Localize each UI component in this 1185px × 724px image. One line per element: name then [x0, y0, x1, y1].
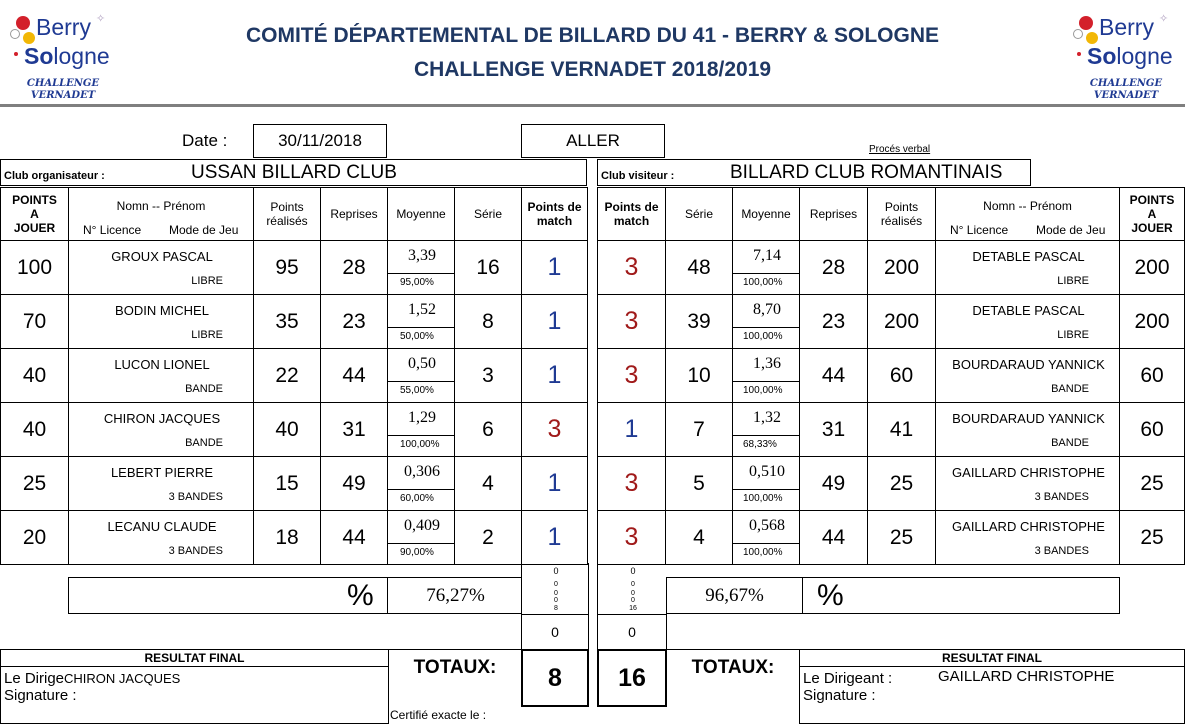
player-cell: [68, 240, 254, 295]
percent-value: 95,00%: [400, 277, 434, 288]
player-name: GROUX PASCAL: [111, 249, 213, 264]
reprises-cell: 28: [799, 240, 868, 295]
col-moyenne: Moyenne: [387, 187, 455, 241]
serie-cell: 39: [665, 294, 733, 349]
points-a-jouer-cell: 25: [0, 456, 69, 511]
points-realises-cell: 35: [253, 294, 321, 349]
points-realises-cell: 95: [253, 240, 321, 295]
serie-cell: 5: [665, 456, 733, 511]
player-name: GAILLARD CHRISTOPHE: [952, 465, 1105, 480]
moyenne-divider: [733, 381, 799, 382]
white-ball-icon: [1073, 29, 1083, 39]
logo-word-berry: Berry: [1099, 14, 1154, 40]
moyenne-divider: [388, 543, 454, 544]
col-points-a-jouer: POINTS A JOUER: [1119, 187, 1185, 241]
points-realises-cell: 25: [867, 456, 936, 511]
points-realises-cell: 40: [253, 402, 321, 457]
reprises-cell: 23: [320, 294, 388, 349]
col-points-match: Points de match: [521, 187, 588, 241]
points-a-jouer-cell: 20: [0, 510, 69, 565]
dot-icon: [14, 52, 18, 56]
page-subtitle: CHALLENGE VERNADET 2018/2019: [413, 58, 772, 81]
away-resultat-final: RESULTAT FINAL Le Dirigeant : GAILLARD CHRISTOPHE Signature :: [799, 649, 1185, 724]
reprises-cell: 44: [320, 348, 388, 403]
player-cell: [935, 294, 1120, 349]
percent-value: 60,00%: [400, 493, 434, 504]
points-a-jouer-cell: 60: [1119, 402, 1185, 457]
moyenne-cell: [387, 348, 455, 403]
logo-word-berry: Berry: [36, 14, 91, 40]
serie-cell: 16: [454, 240, 522, 295]
percent-symbol: %: [817, 579, 844, 612]
player-name: BOURDARAUD YANNICK: [952, 411, 1105, 426]
serie-cell: 6: [454, 402, 522, 457]
points-match-cell: 3: [597, 294, 666, 349]
percent-value: 100,00%: [743, 493, 783, 504]
moyenne-cell: [387, 456, 455, 511]
home-percent: 76,27%: [387, 578, 523, 613]
header-divider: [0, 104, 1185, 107]
points-a-jouer-cell: 100: [0, 240, 69, 295]
points-match-cell: 1: [521, 348, 588, 403]
points-a-jouer-cell: 40: [0, 402, 69, 457]
points-realises-cell: 200: [867, 240, 936, 295]
white-ball-icon: [10, 29, 20, 39]
points-match-cell: 3: [597, 348, 666, 403]
dot-icon: [1077, 52, 1081, 56]
club-vis-value: BILLARD CLUB ROMANTINAIS: [730, 162, 1003, 183]
home-dirigeant: Le DirigeCHIRON JACQUES: [4, 670, 181, 687]
player-cell: [68, 456, 254, 511]
points-match-cell: 3: [597, 456, 666, 511]
player-name: DETABLE PASCAL: [972, 303, 1085, 318]
away-percent: 96,67%: [667, 578, 803, 613]
moyenne-cell: [732, 510, 800, 565]
player-cell: [935, 510, 1120, 565]
reprises-cell: 44: [799, 348, 868, 403]
away-small-values: 0 0 0 0 16: [597, 563, 667, 615]
certifie-label: Certifié exacte le :: [390, 708, 487, 722]
moyenne-value: 0,568: [749, 517, 785, 534]
player-cell: [935, 402, 1120, 457]
game-mode: 3 BANDES: [168, 491, 223, 503]
date-label: Date :: [182, 131, 228, 150]
home-totaux: TOTAUX: Certifié exacte le :: [388, 649, 522, 724]
serie-cell: 2: [454, 510, 522, 565]
logo-word-sologne: Sologne: [1087, 43, 1173, 69]
logo-challenge: CHALLENGE VERNADET: [26, 78, 100, 101]
moyenne-divider: [388, 435, 454, 436]
reprises-cell: 49: [320, 456, 388, 511]
game-mode: LIBRE: [191, 275, 223, 287]
percent-value: 55,00%: [400, 385, 434, 396]
serie-cell: 10: [665, 348, 733, 403]
percent-value: 50,00%: [400, 331, 434, 342]
points-a-jouer-cell: 25: [1119, 456, 1185, 511]
moyenne-value: 0,50: [408, 355, 436, 372]
home-signature: Signature :: [4, 687, 77, 704]
logo-word-sologne: Sologne: [24, 43, 110, 69]
moyenne-divider: [733, 543, 799, 544]
logo-challenge: CHALLENGE VERNADET: [1089, 78, 1163, 101]
col-points-match: Points de match: [597, 187, 666, 241]
club-organisateur-row: [0, 159, 587, 186]
player-cell: [68, 294, 254, 349]
moyenne-cell: [387, 402, 455, 457]
points-a-jouer-cell: 70: [0, 294, 69, 349]
red-ball-icon: [1079, 16, 1093, 30]
game-mode: 3 BANDES: [1034, 491, 1089, 503]
player-name: LECANU CLAUDE: [107, 519, 217, 534]
reprises-cell: 31: [320, 402, 388, 457]
points-match-cell: 1: [521, 294, 588, 349]
date-value: 30/11/2018: [253, 124, 387, 158]
points-match-cell: 3: [521, 402, 588, 457]
moyenne-value: 1,52: [408, 301, 436, 318]
moyenne-value: 0,306: [404, 463, 440, 480]
home-small-values: 0 0 0 0 8: [521, 563, 589, 615]
player-name: DETABLE PASCAL: [972, 249, 1085, 264]
points-a-jouer-cell: 60: [1119, 348, 1185, 403]
home-total: 8: [521, 649, 589, 707]
moyenne-value: 1,32: [753, 409, 781, 426]
game-mode: BANDE: [185, 383, 223, 395]
moyenne-cell: [732, 348, 800, 403]
points-a-jouer-cell: 200: [1119, 240, 1185, 295]
club-vis-label: Club visiteur :: [601, 169, 675, 182]
star-icon: ✧: [1159, 13, 1169, 25]
serie-cell: 7: [665, 402, 733, 457]
away-zero: 0: [597, 614, 667, 650]
points-a-jouer-cell: 25: [1119, 510, 1185, 565]
header: [0, 0, 1185, 110]
points-realises-cell: 200: [867, 294, 936, 349]
moyenne-value: 1,36: [753, 355, 781, 372]
reprises-cell: 49: [799, 456, 868, 511]
percent-value: 90,00%: [400, 547, 434, 558]
moyenne-divider: [388, 327, 454, 328]
berry-sologne-logo-right: [1067, 2, 1177, 102]
reprises-cell: 44: [799, 510, 868, 565]
moyenne-cell: [387, 510, 455, 565]
player-name: CHIRON JACQUES: [103, 411, 221, 426]
moyenne-divider: [388, 489, 454, 490]
away-dirigeant: Le Dirigeant : GAILLARD CHRISTOPHE: [803, 668, 1115, 687]
red-ball-icon: [16, 16, 30, 30]
moyenne-cell: [732, 240, 800, 295]
points-realises-cell: 15: [253, 456, 321, 511]
page-title: COMITÉ DÉPARTEMENTAL DE BILLARD DU 41 - BERRY & SOLOGNE: [245, 24, 940, 47]
points-match-cell: 3: [597, 240, 666, 295]
moyenne-divider: [733, 489, 799, 490]
serie-cell: 4: [454, 456, 522, 511]
col-reprises: Reprises: [799, 187, 868, 241]
moyenne-divider: [733, 273, 799, 274]
moyenne-cell: [732, 402, 800, 457]
col-serie: Série: [665, 187, 733, 241]
points-realises-cell: 18: [253, 510, 321, 565]
away-summary: [666, 577, 1120, 614]
moyenne-value: 8,70: [753, 301, 781, 318]
player-cell: [935, 240, 1120, 295]
player-cell: [935, 348, 1120, 403]
moyenne-cell: [732, 294, 800, 349]
game-mode: BANDE: [185, 437, 223, 449]
moyenne-divider: [733, 435, 799, 436]
serie-cell: 3: [454, 348, 522, 403]
game-mode: 3 BANDES: [168, 545, 223, 557]
moyenne-divider: [388, 273, 454, 274]
col-nom-prenom: Nomn -- Prénom N° Licence Mode de Jeu: [68, 187, 254, 241]
points-realises-cell: 60: [867, 348, 936, 403]
percent-value: 100,00%: [743, 277, 783, 288]
home-summary: [68, 577, 522, 614]
moyenne-value: 0,409: [404, 517, 440, 534]
points-a-jouer-cell: 200: [1119, 294, 1185, 349]
serie-cell: 48: [665, 240, 733, 295]
game-mode: LIBRE: [1057, 329, 1089, 341]
home-resultat-final: RESULTAT FINAL Le DirigeCHIRON JACQUES Signature :: [0, 649, 389, 724]
game-mode: 3 BANDES: [1034, 545, 1089, 557]
percent-symbol: %: [347, 579, 374, 612]
points-realises-cell: 25: [867, 510, 936, 565]
reprises-cell: 23: [799, 294, 868, 349]
player-cell: [68, 348, 254, 403]
home-zero: 0: [521, 614, 589, 650]
percent-value: 100,00%: [743, 331, 783, 342]
moyenne-cell: [732, 456, 800, 511]
col-points-realises: Points réalisés: [253, 187, 321, 241]
game-mode: BANDE: [1051, 437, 1089, 449]
player-name: GAILLARD CHRISTOPHE: [952, 519, 1105, 534]
percent-value: 100,00%: [400, 439, 440, 450]
serie-cell: 8: [454, 294, 522, 349]
game-mode: BANDE: [1051, 383, 1089, 395]
club-org-label: Club organisateur :: [4, 169, 105, 182]
player-cell: [68, 402, 254, 457]
game-mode: LIBRE: [191, 329, 223, 341]
reprises-cell: 31: [799, 402, 868, 457]
club-visiteur-row: [597, 159, 1031, 186]
moyenne-divider: [388, 381, 454, 382]
col-moyenne: Moyenne: [732, 187, 800, 241]
moyenne-value: 7,14: [753, 247, 781, 264]
club-org-value: USSAN BILLARD CLUB: [191, 162, 397, 183]
moyenne-cell: [387, 294, 455, 349]
player-cell: [935, 456, 1120, 511]
points-a-jouer-cell: 40: [0, 348, 69, 403]
player-name: LEBERT PIERRE: [110, 465, 214, 480]
points-match-cell: 3: [597, 510, 666, 565]
percent-value: 68,33%: [743, 439, 777, 450]
col-reprises: Reprises: [320, 187, 388, 241]
moyenne-value: 0,510: [749, 463, 785, 480]
col-points-a-jouer: POINTS A JOUER: [0, 187, 69, 241]
moyenne-value: 1,29: [408, 409, 436, 426]
away-total: 16: [597, 649, 667, 707]
game-mode: LIBRE: [1057, 275, 1089, 287]
points-match-cell: 1: [521, 456, 588, 511]
player-cell: [68, 510, 254, 565]
away-totaux: TOTAUX:: [666, 649, 800, 724]
player-name: BOURDARAUD YANNICK: [952, 357, 1105, 372]
player-name: BODIN MICHEL: [115, 303, 209, 318]
col-points-realises: Points réalisés: [867, 187, 936, 241]
points-realises-cell: 22: [253, 348, 321, 403]
points-match-cell: 1: [521, 510, 588, 565]
serie-cell: 4: [665, 510, 733, 565]
percent-value: 100,00%: [743, 385, 783, 396]
berry-sologne-logo-left: [4, 2, 114, 102]
points-realises-cell: 41: [867, 402, 936, 457]
col-nom-prenom: Nomn -- Prénom N° Licence Mode de Jeu: [935, 187, 1120, 241]
col-serie: Série: [454, 187, 522, 241]
points-match-cell: 1: [597, 402, 666, 457]
moyenne-cell: [387, 240, 455, 295]
reprises-cell: 44: [320, 510, 388, 565]
reprises-cell: 28: [320, 240, 388, 295]
moyenne-divider: [733, 327, 799, 328]
points-match-cell: 1: [521, 240, 588, 295]
leg-value: ALLER: [521, 124, 665, 158]
star-icon: ✧: [96, 13, 106, 25]
player-name: LUCON LIONEL: [114, 357, 210, 372]
moyenne-value: 3,39: [408, 247, 436, 264]
proces-verbal: Procés verbal: [869, 144, 931, 155]
away-signature: Signature :: [803, 687, 876, 704]
percent-value: 100,00%: [743, 547, 783, 558]
